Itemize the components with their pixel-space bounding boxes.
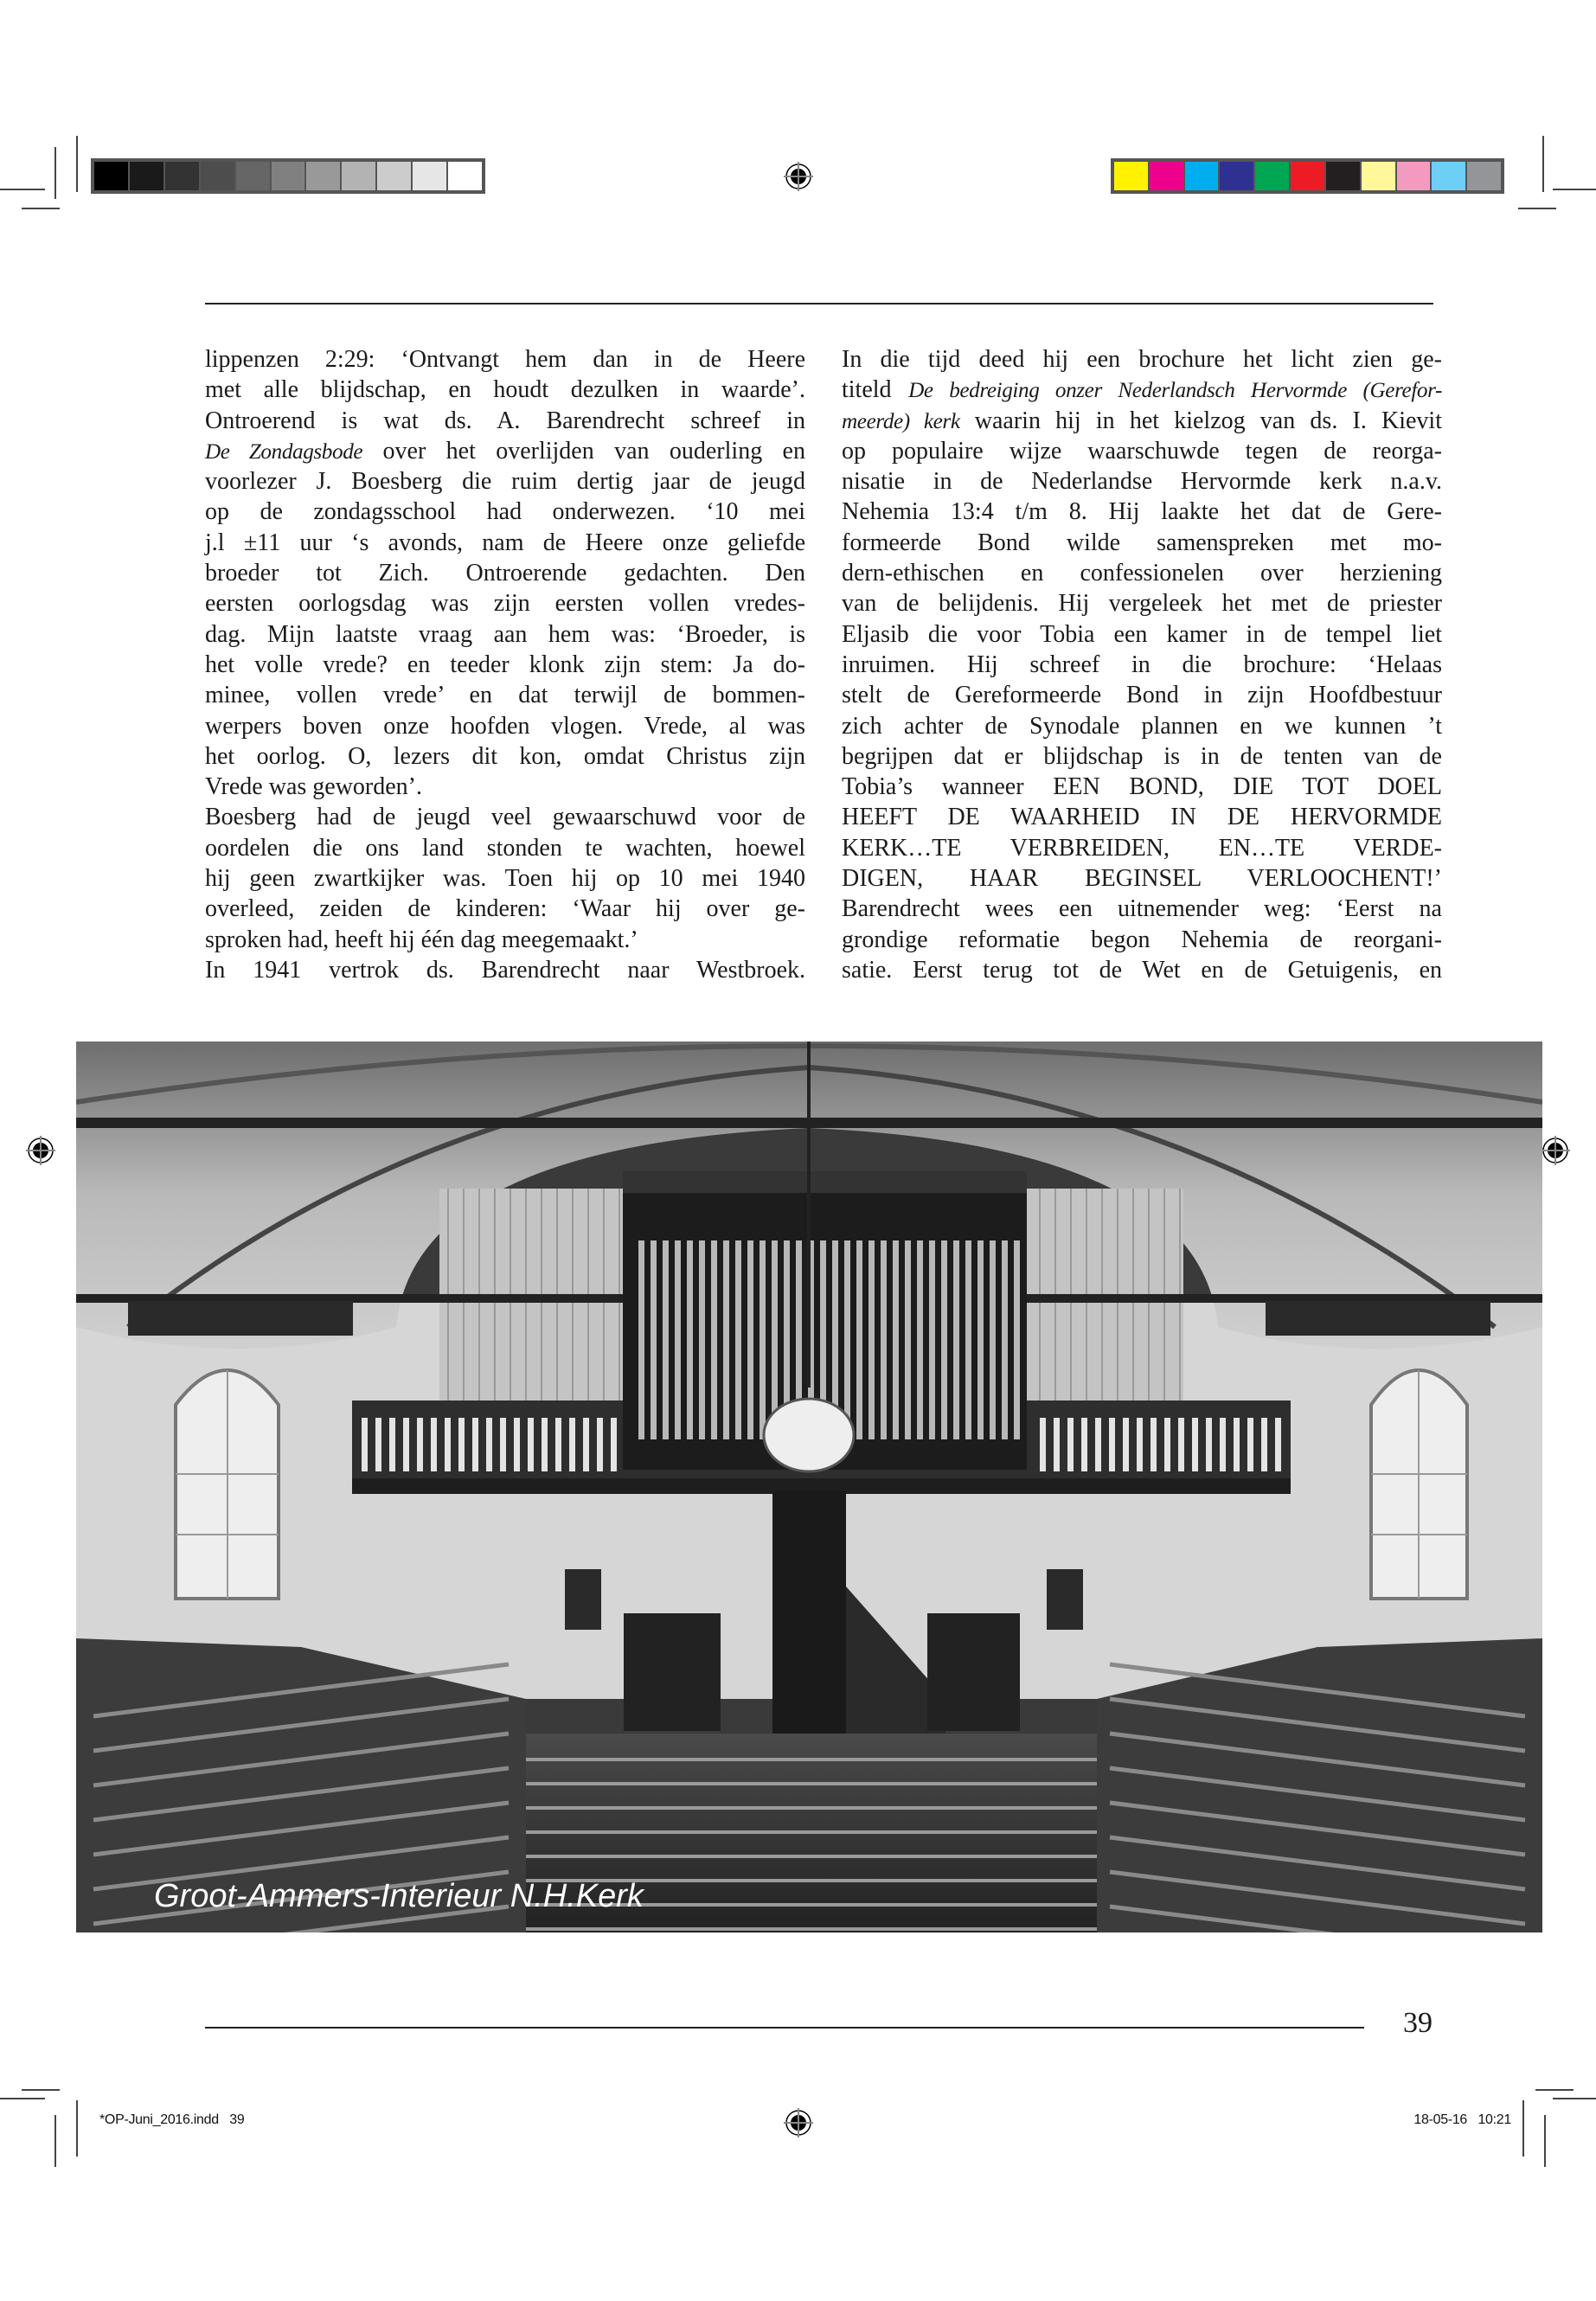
baluster bbox=[431, 1418, 437, 1471]
baluster bbox=[1137, 1418, 1143, 1471]
article-column-left bbox=[205, 344, 805, 985]
text-line bbox=[842, 528, 1442, 558]
crop-mark bbox=[54, 2115, 56, 2167]
italic-title: De Zondagsbode bbox=[205, 439, 363, 464]
organ-pipe bbox=[1002, 1240, 1008, 1439]
text-segment: overleed, zeiden de kinderen: ‘Waar hij over ge- bbox=[205, 895, 805, 923]
baluster bbox=[514, 1418, 520, 1471]
text-line bbox=[205, 711, 805, 741]
text-segment: oordelen die ons land stonden te wachten, hoewel bbox=[205, 834, 805, 862]
text-line bbox=[205, 375, 805, 405]
text-segment: In 1941 vertrok ds. Barendrecht naar Westbroek. bbox=[205, 956, 805, 984]
baluster bbox=[583, 1418, 589, 1471]
text-segment: begrijpen dat er blijdschap is in de tenten van de bbox=[842, 742, 1442, 770]
organ-pipe bbox=[965, 1240, 971, 1439]
italic-title: meerde) kerk bbox=[842, 409, 960, 433]
organ-pipe bbox=[917, 1240, 923, 1439]
baluster bbox=[1067, 1418, 1074, 1471]
baluster bbox=[1275, 1418, 1281, 1471]
text-line bbox=[842, 497, 1442, 527]
color-swatch bbox=[201, 162, 234, 190]
baluster bbox=[597, 1418, 603, 1471]
text-line bbox=[842, 894, 1442, 924]
color-swatch bbox=[1220, 162, 1253, 190]
text-segment: op de zondagsschool had onderwezen. ‘10 mei bbox=[205, 498, 805, 526]
organ-pipe bbox=[953, 1240, 959, 1439]
text-line bbox=[205, 772, 805, 802]
text-segment: het volle vrede? en teeder klonk zijn stem: Ja do- bbox=[205, 651, 805, 678]
crop-mark bbox=[1544, 2115, 1546, 2167]
organ-pipe bbox=[881, 1240, 887, 1439]
organ-pipe bbox=[1014, 1240, 1020, 1439]
organ-pipe bbox=[675, 1240, 681, 1439]
organ-pipe bbox=[844, 1240, 850, 1439]
text-line bbox=[205, 925, 805, 955]
text-line bbox=[205, 894, 805, 924]
page-number: 39 bbox=[1403, 2007, 1433, 2039]
baluster bbox=[542, 1418, 548, 1471]
baluster bbox=[1054, 1418, 1060, 1471]
text-segment: Barendrecht wees een uitnemender weg: ‘Eerst na bbox=[842, 895, 1442, 923]
organ-pipe bbox=[735, 1240, 741, 1439]
text-segment: Nehemia 13:4 t/m 8. Hij laakte het dat de Gere- bbox=[842, 498, 1442, 526]
organ-pipe bbox=[977, 1240, 984, 1439]
footer-rule bbox=[205, 2027, 1364, 2029]
organ-pipe bbox=[699, 1240, 705, 1439]
text-line bbox=[205, 558, 805, 588]
text-line bbox=[842, 772, 1442, 802]
baluster bbox=[1220, 1418, 1226, 1471]
color-swatch bbox=[342, 162, 375, 190]
color-swatch bbox=[1362, 162, 1395, 190]
baluster bbox=[472, 1418, 478, 1471]
color-swatch bbox=[377, 162, 411, 190]
color-swatch bbox=[306, 162, 340, 190]
baluster bbox=[1040, 1418, 1046, 1471]
text-segment: formeerde Bond wilde samenspreken met mo- bbox=[842, 529, 1442, 556]
text-segment: waarin hij in het kielzog van ds. I. Kievit bbox=[959, 407, 1442, 434]
organ-pipe bbox=[929, 1240, 935, 1439]
baluster bbox=[1247, 1418, 1253, 1471]
text-segment: Boesberg had de jeugd veel gewaarschuwd voor de bbox=[205, 804, 805, 831]
crop-mark bbox=[22, 2089, 60, 2091]
church-interior-photo bbox=[76, 1042, 1542, 1932]
color-swatch bbox=[413, 162, 446, 190]
text-segment: KERK…TE VERBREIDEN, EN…TE VERDE- bbox=[842, 834, 1442, 862]
text-line bbox=[842, 925, 1442, 955]
baluster bbox=[1234, 1418, 1240, 1471]
text-segment: minee, vollen vrede’ en dat terwijl de bommen- bbox=[205, 682, 805, 709]
text-line bbox=[205, 466, 805, 497]
text-segment: stelt de Gereformeerde Bond in zijn Hoofdbestuur bbox=[842, 682, 1442, 709]
crop-mark bbox=[54, 147, 56, 199]
color-swatch bbox=[1326, 162, 1360, 190]
text-line bbox=[842, 466, 1442, 497]
process-color-bar bbox=[1111, 158, 1504, 194]
baluster bbox=[362, 1418, 368, 1471]
color-swatch bbox=[1291, 162, 1324, 190]
text-segment: sproken had, heeft hij één dag meegemaakt.’ bbox=[205, 926, 638, 953]
article-column-right bbox=[842, 344, 1442, 985]
crop-mark bbox=[1553, 2098, 1596, 2099]
baluster bbox=[1178, 1418, 1184, 1471]
color-swatch bbox=[1185, 162, 1219, 190]
text-segment: hij geen zwartkijker was. Toen hij op 10 mei 1940 bbox=[205, 865, 805, 893]
crop-mark bbox=[22, 208, 60, 209]
baluster bbox=[528, 1418, 534, 1471]
text-line bbox=[842, 833, 1442, 863]
baluster bbox=[555, 1418, 561, 1471]
baluster bbox=[403, 1418, 409, 1471]
italic-title: De bedreiging onzer Nederlandsch Hervormde (Gerefor- bbox=[908, 379, 1442, 403]
baluster bbox=[1261, 1418, 1267, 1471]
text-segment: voorlezer J. Boesberg die ruim dertig jaar de jeugd bbox=[205, 468, 805, 496]
baluster bbox=[569, 1418, 575, 1471]
text-segment: dag. Mijn laatste vraag aan hem was: ‘Broeder, is bbox=[205, 620, 805, 648]
text-line bbox=[205, 344, 805, 375]
color-swatch bbox=[1255, 162, 1289, 190]
text-segment: Vrede was geworden’. bbox=[205, 773, 422, 801]
baluster bbox=[1081, 1418, 1087, 1471]
text-segment: het oorlog. O, lezers dit kon, omdat Christus zijn bbox=[205, 742, 805, 770]
header-rule bbox=[205, 303, 1433, 304]
text-segment: In die tijd deed hij een brochure het licht zien ge- bbox=[842, 346, 1442, 373]
text-line bbox=[842, 344, 1442, 375]
organ-pipe bbox=[856, 1240, 862, 1439]
organ-pipe bbox=[941, 1240, 947, 1439]
organ-pipe bbox=[723, 1240, 729, 1439]
text-segment: eersten oorlogsdag was zijn eersten vollen vredes- bbox=[205, 590, 805, 618]
baluster bbox=[1151, 1418, 1157, 1471]
baluster bbox=[458, 1418, 465, 1471]
text-line bbox=[205, 741, 805, 772]
text-line bbox=[842, 588, 1442, 619]
organ-pipe bbox=[663, 1240, 669, 1439]
crop-mark bbox=[0, 189, 45, 190]
text-segment: nisatie in de Nederlandse Hervormde kerk n.a.v. bbox=[842, 468, 1442, 496]
crop-mark bbox=[76, 136, 78, 192]
grayscale-color-bar bbox=[91, 158, 485, 194]
color-swatch bbox=[130, 162, 163, 190]
text-segment: grondige reformatie begon Nehemia de reorgani- bbox=[842, 926, 1442, 953]
organ-pipe bbox=[760, 1240, 766, 1439]
text-segment: zich achter de Synodale plannen en we kunnen ’t bbox=[842, 712, 1442, 740]
organ-pipe bbox=[747, 1240, 753, 1439]
text-segment: van de belijdenis. Hij vergeleek het met de priester bbox=[842, 590, 1442, 618]
color-swatch bbox=[1114, 162, 1148, 190]
text-line bbox=[205, 833, 805, 863]
text-line bbox=[205, 497, 805, 527]
text-segment: broeder tot Zich. Ontroerende gedachten. Den bbox=[205, 560, 805, 587]
registration-mark-icon bbox=[784, 2108, 813, 2138]
text-segment: op populaire wijze waarschuwde tegen de reorga- bbox=[842, 437, 1442, 465]
text-segment: dern-ethischen en confessionelen over herziening bbox=[842, 560, 1442, 587]
text-segment: met alle blijdschap, en houdt dezulken in waarde’. bbox=[205, 376, 805, 404]
organ-pipe bbox=[869, 1240, 875, 1439]
crop-mark bbox=[1518, 208, 1556, 209]
text-line bbox=[205, 619, 805, 650]
baluster bbox=[1095, 1418, 1101, 1471]
text-segment: Ontroerend is wat ds. A. Barendrecht schreef in bbox=[205, 407, 805, 434]
text-segment: werpers boven onze hoofden vlogen. Vrede, al was bbox=[205, 712, 805, 740]
text-line bbox=[842, 741, 1442, 772]
baluster bbox=[375, 1418, 381, 1471]
text-line bbox=[842, 558, 1442, 588]
text-segment: j.l ±11 uur ‘s avonds, nam de Heere onze geliefde bbox=[205, 529, 805, 556]
text-line bbox=[205, 528, 805, 558]
text-line bbox=[842, 680, 1442, 710]
text-line bbox=[842, 375, 1442, 405]
registration-mark-icon bbox=[26, 1136, 55, 1165]
baluster bbox=[1192, 1418, 1198, 1471]
text-segment: HEEFT DE WAARHEID IN DE HERVORMDE bbox=[842, 804, 1442, 831]
baluster bbox=[389, 1418, 395, 1471]
crop-mark bbox=[0, 2098, 45, 2099]
text-line bbox=[842, 650, 1442, 680]
color-swatch bbox=[448, 162, 482, 190]
text-segment: over het overlijden van ouderling en bbox=[362, 437, 805, 465]
crop-mark bbox=[1535, 2089, 1574, 2091]
baluster bbox=[1206, 1418, 1212, 1471]
color-swatch bbox=[165, 162, 199, 190]
text-line bbox=[205, 680, 805, 710]
text-line bbox=[842, 619, 1442, 650]
organ-pipe bbox=[711, 1240, 717, 1439]
color-swatch bbox=[1467, 162, 1501, 190]
color-swatch bbox=[1150, 162, 1183, 190]
text-segment: inruimen. Hij schreef in die brochure: ‘Helaas bbox=[842, 651, 1442, 678]
text-segment: titeld bbox=[842, 376, 909, 404]
text-segment: DIGEN, HAAR BEGINSEL VERLOOCHENT!’ bbox=[842, 865, 1442, 893]
color-swatch bbox=[1397, 162, 1431, 190]
text-line bbox=[205, 863, 805, 894]
text-segment: Eljasib die voor Tobia een kamer in de tempel liet bbox=[842, 620, 1442, 648]
organ-pipe bbox=[638, 1240, 644, 1439]
text-line bbox=[842, 711, 1442, 741]
text-line bbox=[205, 802, 805, 832]
organ-pipe bbox=[905, 1240, 911, 1439]
color-swatch bbox=[236, 162, 270, 190]
text-line bbox=[842, 406, 1442, 436]
crop-mark bbox=[1553, 189, 1596, 190]
photo-caption: Groot-Ammers-Interieur N.H.Kerk bbox=[154, 1878, 644, 1914]
text-segment: satie. Eerst terug tot de Wet en de Getuigenis, en bbox=[842, 956, 1442, 984]
baluster bbox=[500, 1418, 506, 1471]
text-line bbox=[842, 955, 1442, 985]
color-swatch bbox=[94, 162, 128, 190]
baluster bbox=[417, 1418, 423, 1471]
baluster bbox=[1164, 1418, 1170, 1471]
text-line bbox=[205, 650, 805, 680]
baluster bbox=[1109, 1418, 1115, 1471]
text-segment: Tobia’s wanneer EEN BOND, DIE TOT DOEL bbox=[842, 773, 1442, 801]
organ-pipe bbox=[651, 1240, 657, 1439]
crop-mark bbox=[1522, 2100, 1524, 2157]
text-segment: lippenzen 2:29: ‘Ontvangt hem dan in de Heere bbox=[205, 346, 805, 373]
text-line bbox=[842, 802, 1442, 832]
registration-mark-icon bbox=[1541, 1136, 1570, 1165]
text-line bbox=[205, 436, 805, 466]
baluster bbox=[1123, 1418, 1129, 1471]
slug-datetime: 18-05-16 10:21 bbox=[1413, 2112, 1511, 2127]
baluster bbox=[486, 1418, 492, 1471]
baluster bbox=[611, 1418, 617, 1471]
text-line bbox=[842, 863, 1442, 894]
organ-pipe bbox=[687, 1240, 693, 1439]
crop-mark bbox=[76, 2100, 78, 2157]
organ-pipe bbox=[990, 1240, 996, 1439]
organ-pipe bbox=[893, 1240, 899, 1439]
slug-filename: *OP-Juni_2016.indd 39 bbox=[99, 2112, 245, 2127]
color-swatch bbox=[1432, 162, 1465, 190]
crop-mark bbox=[1542, 136, 1544, 192]
text-line bbox=[842, 436, 1442, 466]
text-line bbox=[205, 955, 805, 985]
baluster bbox=[445, 1418, 451, 1471]
text-line bbox=[205, 406, 805, 436]
text-line bbox=[205, 588, 805, 619]
color-swatch bbox=[272, 162, 305, 190]
registration-mark-icon bbox=[784, 162, 813, 191]
